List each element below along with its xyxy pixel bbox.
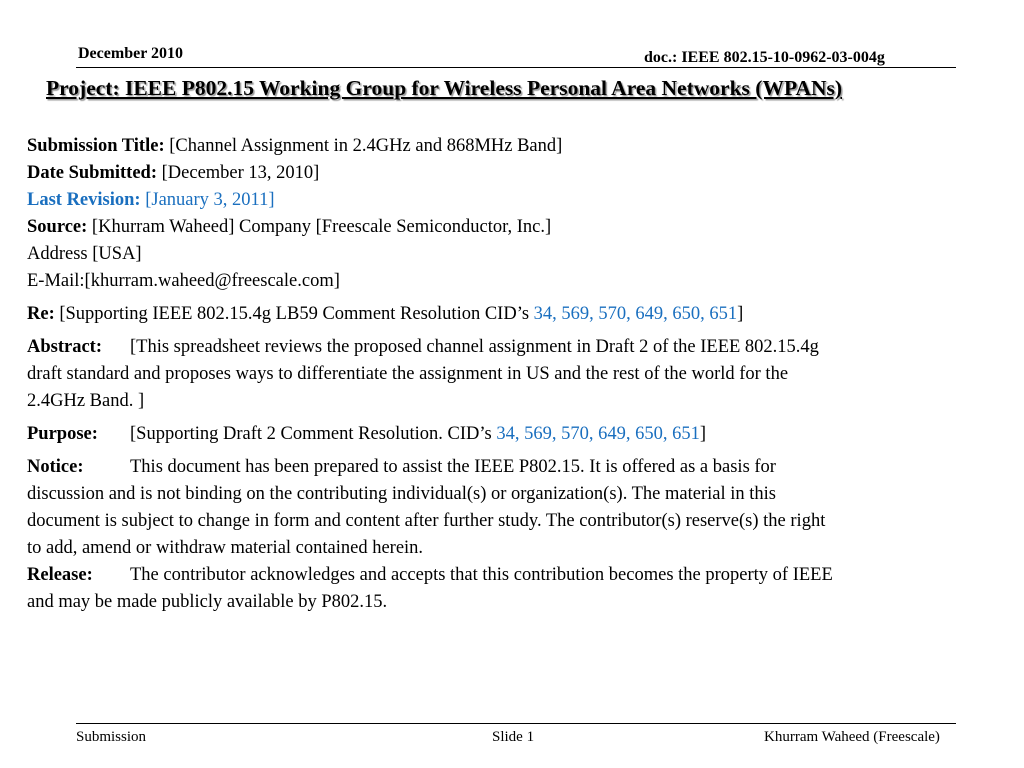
address-line: Address [USA]	[27, 244, 142, 264]
footer-slide-number: Slide 1	[492, 729, 535, 745]
notice-line-1: This document has been prepared to assist the IEEE P802.15. It is offered as a basis for	[130, 457, 776, 477]
re-label: Re:	[27, 304, 55, 324]
notice-label: Notice:	[27, 457, 84, 477]
re-line	[27, 301, 1017, 328]
re-cids: 34, 569, 570, 649, 650, 651	[533, 304, 738, 324]
header-divider	[76, 67, 956, 68]
date-submitted-label: Date Submitted:	[27, 163, 158, 183]
last-revision-label: Last Revision:	[27, 190, 141, 210]
abstract-line-2: draft standard and proposes ways to differentiate the assignment in US and the rest of the world for the	[27, 364, 789, 384]
footer-submission: Submission	[76, 729, 147, 745]
abstract-label: Abstract:	[27, 337, 103, 357]
release-line-2: and may be made publicly available by P802.15.	[27, 592, 388, 612]
purpose-line	[27, 421, 1017, 448]
notice-line-4: to add, amend or withdraw material contained herein.	[27, 538, 424, 558]
date-submitted-value: [December 13, 2010]	[161, 163, 320, 183]
page-title: Project: IEEE P802.15 Working Group for Wireless Personal Area Networks (WPANs)	[46, 76, 843, 100]
abstract-line-3: 2.4GHz Band. ]	[27, 391, 145, 411]
notice-line-3: document is subject to change in form and content after further study. The contributor(s) reserve(s) the right	[27, 511, 826, 531]
submission-title-value: [Channel Assignment in 2.4GHz and 868MHz Band]	[169, 136, 563, 156]
release-line-1: The contributor acknowledges and accepts that this contribution becomes the property of IEEE	[130, 565, 833, 585]
purpose-cids: 34, 569, 570, 649, 650, 651	[496, 424, 700, 444]
release-section	[27, 562, 1017, 616]
date-submitted-line	[27, 160, 1017, 187]
abstract-line-1: [This spreadsheet reviews the proposed channel assignment in Draft 2 of the IEEE 802.15.4g	[130, 337, 819, 357]
purpose-close: ]	[699, 424, 707, 444]
source-label: Source:	[27, 217, 88, 237]
notice-line-2: discussion and is not binding on the contributing individual(s) or organization(s). The material in this	[27, 484, 776, 504]
document-body	[27, 133, 1017, 616]
purpose-text: [Supporting Draft 2 Comment Resolution. CID’s	[130, 424, 492, 444]
header-doc-id: doc.: IEEE 802.15-10-0962-03-004g	[644, 49, 885, 66]
header-date: December 2010	[78, 45, 183, 62]
footer-author: Khurram Waheed (Freescale)	[764, 729, 940, 745]
submission-title-label: Submission Title:	[27, 136, 165, 156]
notice-section	[27, 454, 1017, 562]
submission-title-line	[27, 133, 1017, 160]
abstract-section	[27, 334, 1017, 415]
re-text: [Supporting IEEE 802.15.4g LB59 Comment Resolution CID’s	[59, 304, 530, 324]
re-close: ]	[737, 304, 744, 324]
email-line: E-Mail:[khurram.waheed@freescale.com]	[27, 271, 340, 291]
last-revision-line	[27, 187, 1017, 214]
source-value: [Khurram Waheed] Company [Freescale Semiconductor, Inc.]	[91, 217, 552, 237]
footer-divider	[76, 723, 956, 724]
source-line	[27, 214, 1017, 241]
release-label: Release:	[27, 565, 93, 585]
purpose-label: Purpose:	[27, 424, 98, 444]
last-revision-value: [January 3, 2011]	[145, 190, 275, 210]
